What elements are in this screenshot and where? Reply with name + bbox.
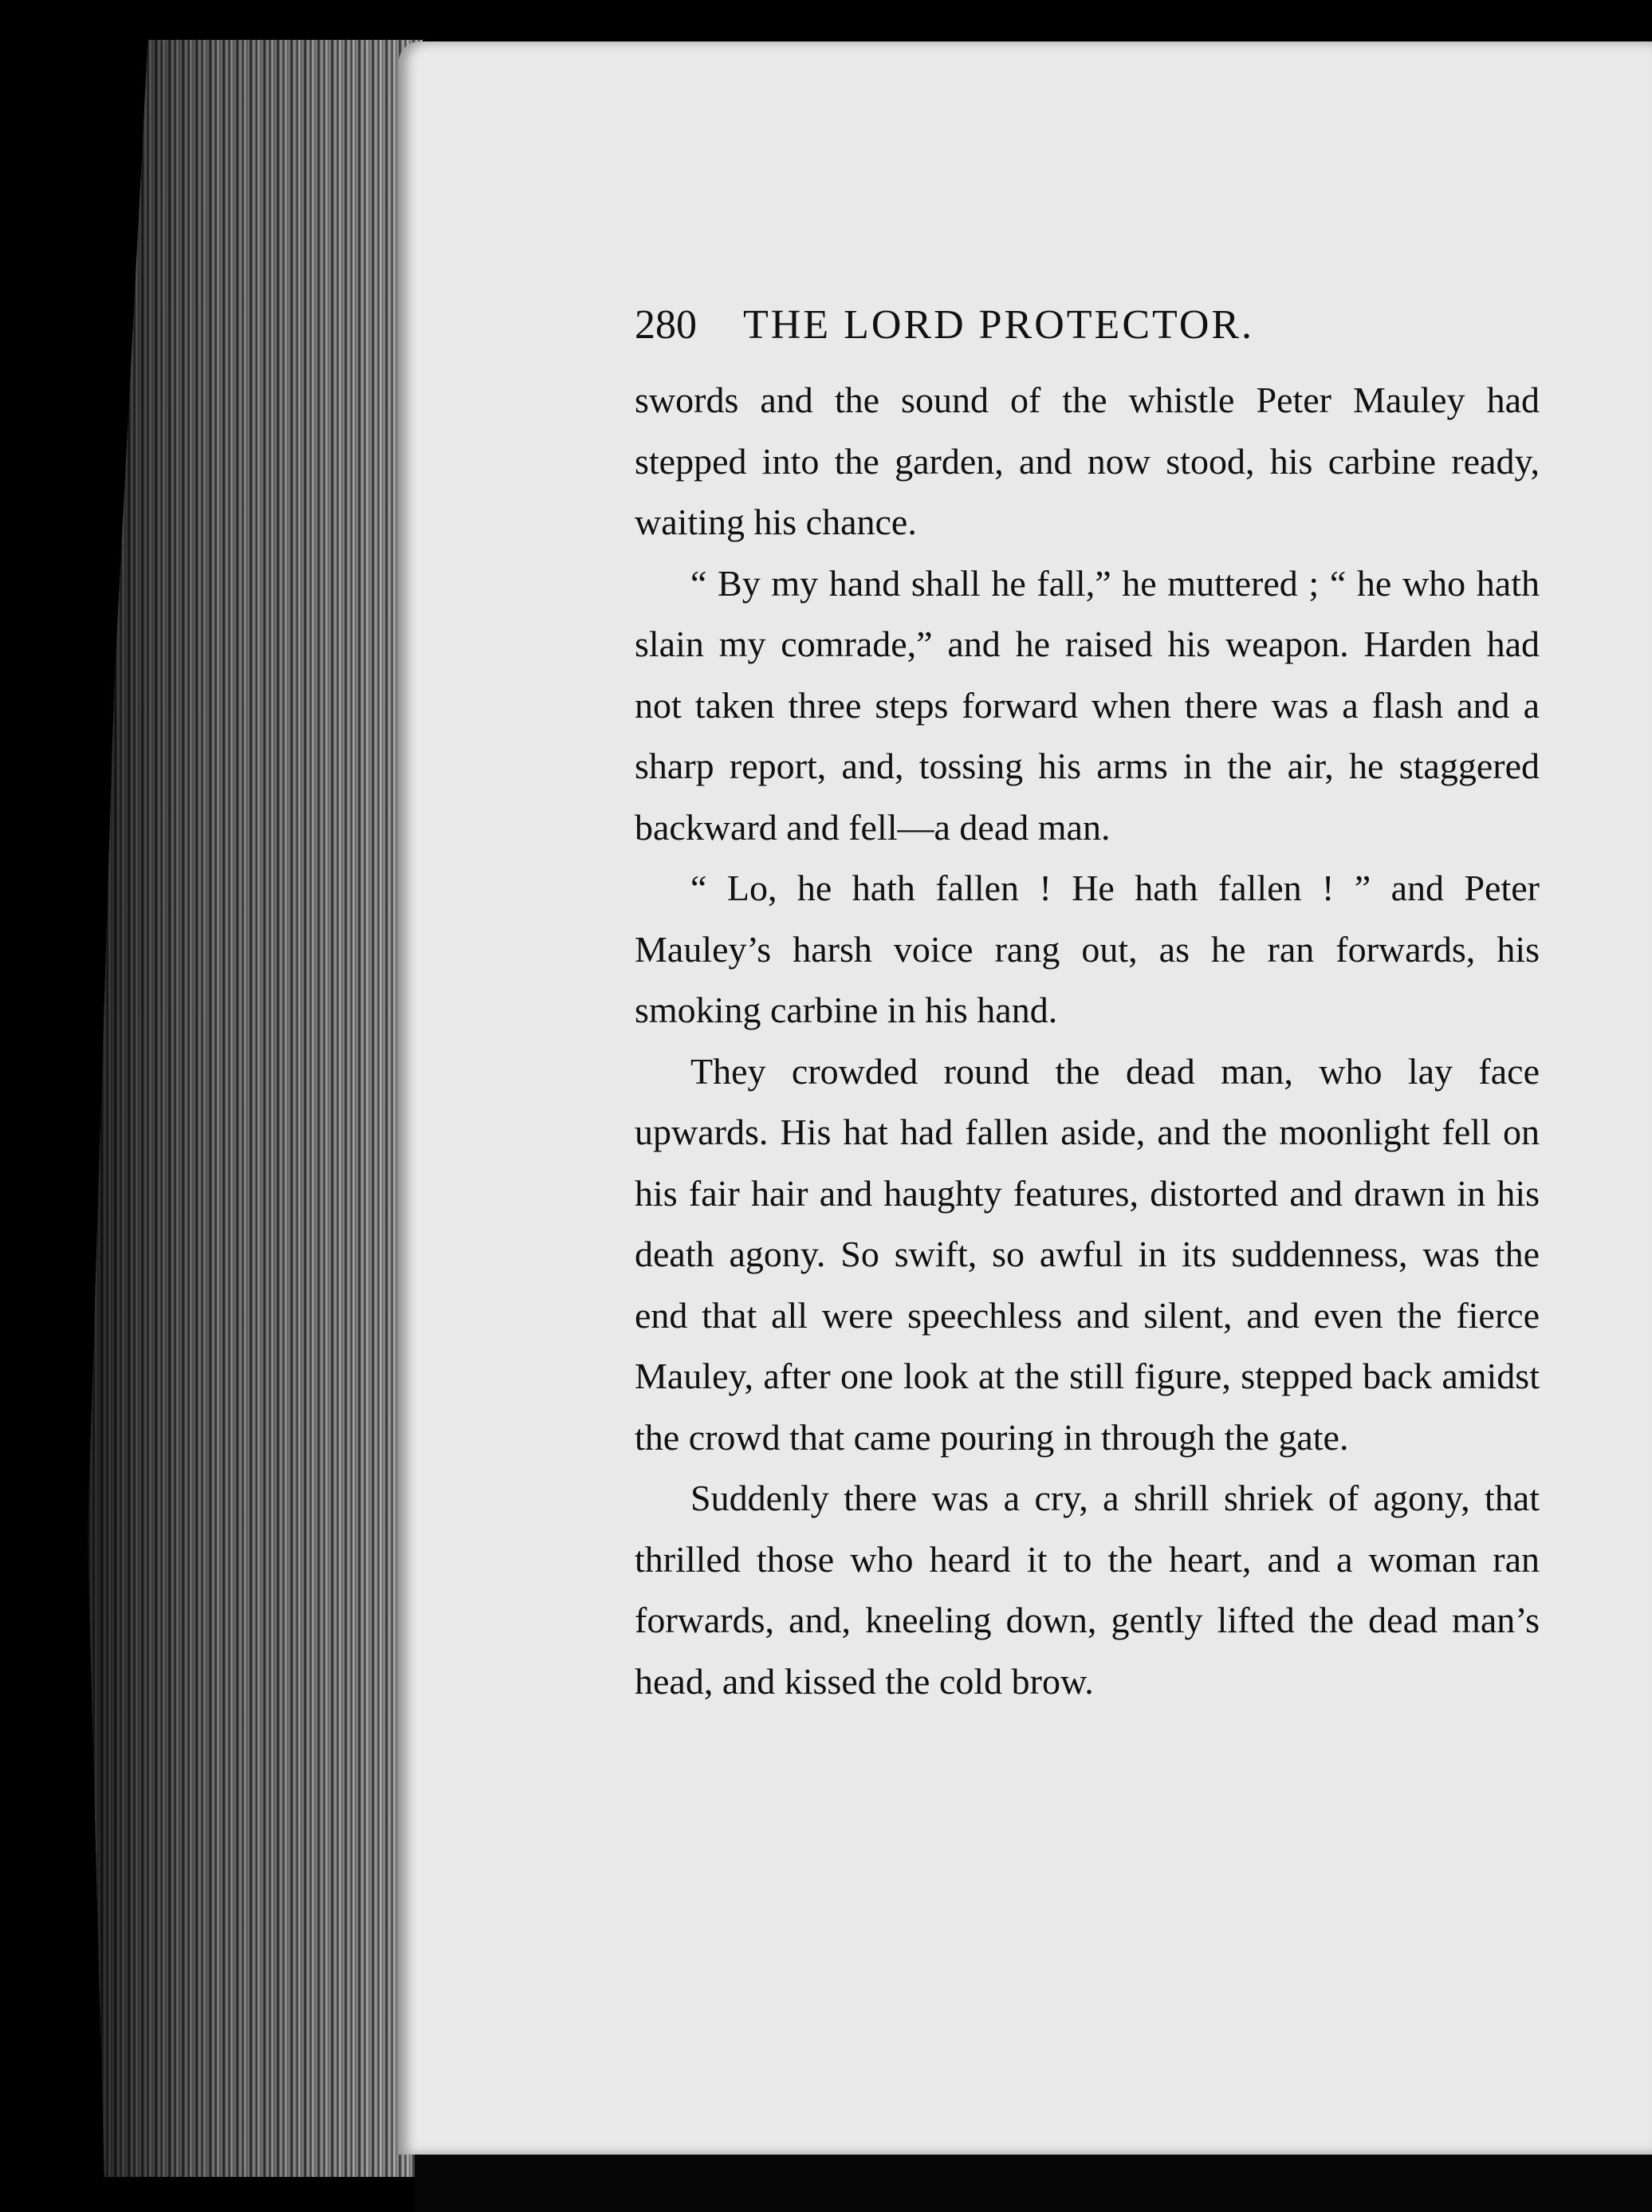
page-edges-shadow	[88, 40, 423, 2177]
paragraph-5: Suddenly there was a cry, a shrill shriek of agony, that thrilled those who heard it to the heart, and a woman ran forwards, and, kneeling down, gently lifted the dead man’s head, and kissed the cold brow.	[635, 1478, 1540, 1702]
page-number: 280	[635, 302, 697, 348]
page-text	[635, 295, 1540, 1712]
paragraph-3: “ Lo, he hath fallen ! He hath fallen ! ” and Peter Mauley’s harsh voice rang out, as he ran forwards, his smoking carbine in his hand.	[635, 868, 1540, 1030]
paragraph-2: “ By my hand shall he fall,” he muttered ; “ he who hath slain my comrade,” and he raised his weapon. Harden had not taken three steps forward when there was a flash and a sharp report, and, tossing his arms in the air, he staggered backward and fell—a dead man.	[635, 562, 1540, 848]
running-head	[635, 295, 1540, 365]
page-bottom-shadow	[415, 2155, 1652, 2212]
running-head-title: THE LORD PROTECTOR.	[743, 302, 1255, 348]
paragraph-1: swords and the sound of the whistle Peter Mauley had stepped into the garden, and now stood, his carbine ready, waiting his chance.	[635, 380, 1540, 542]
paragraph-4: They crowded round the dead man, who lay face upwards. His hat had fallen aside, and the moonlight fell on his fair hair and haughty features, distorted and drawn in his death agony. So swift, so awful in its suddenness, was the end that all were speechless and silent, and even the fierce Mauley, after one look at the still figure, stepped back amidst the crowd that came pouring in through the gate.	[635, 1050, 1540, 1458]
